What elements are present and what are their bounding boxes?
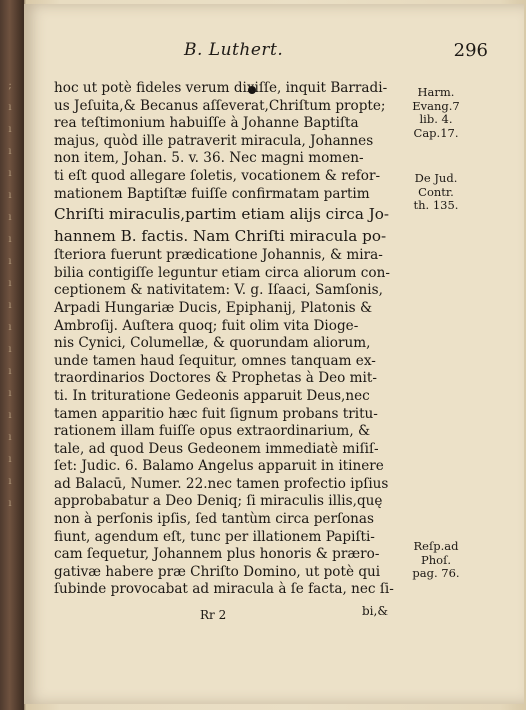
text-line: Ambroſij. Auſtera quoq; fuit olim vita Dioge- xyxy=(54,317,359,334)
facing-page-marks: ; ı ı ı ı ı ı ı ı ı ı ı ı ı ı ı ı ı ı ı xyxy=(8,80,12,509)
running-head: B. Luthert. xyxy=(184,40,284,60)
text-line: rea teſtimonium habuiſſe à Johanne Baptiſta xyxy=(54,115,359,132)
main-text xyxy=(54,80,402,599)
text-line: rationem illam fuiſſe opus extraordinarium, & xyxy=(54,423,371,440)
margin-note-line: Harm. xyxy=(417,85,455,99)
text-line: mationem Baptiſtæ fuiſſe confirmatam partim xyxy=(54,185,370,202)
text-line: ti. In trituratione Gedeonis apparuit Deus,nec xyxy=(54,387,370,404)
page-header xyxy=(24,40,504,68)
margin-note-line: De Jud. xyxy=(414,171,458,185)
margin-note-line: Evang.7 xyxy=(412,98,460,113)
text-line: ad Balacū, Numer. 22.nec tamen profectio ipſius xyxy=(54,475,389,492)
text-line: majus, quòd ille patraverit miracula, Johannes xyxy=(54,132,374,149)
text-line: bilia contigiſſe leguntur etiam circa aliorum con- xyxy=(54,264,390,281)
text-line: traordinarios Doctores & Prophetas à Deo mit- xyxy=(54,370,377,387)
text-line: Chriſti miraculis,partim etiam alijs circa Jo- xyxy=(54,205,390,224)
margin-note-line: Reſp.ad xyxy=(413,539,459,553)
margin-note-line: Phoſ. xyxy=(421,552,451,567)
text-line: nis Cynici, Columellæ, & quorundam aliorum, xyxy=(54,335,371,352)
margin-note-de-jud xyxy=(402,172,470,213)
text-line: ſteriora fuerunt prædicatione Johannis, & mira- xyxy=(54,247,383,264)
text-line: hoc ut potè fideles verum dixiſſe, inquit Barradi- xyxy=(54,80,388,96)
text-line: non item, Johan. 5. v. 36. Nec magni momen- xyxy=(54,150,364,167)
margin-note-line: lib. 4. xyxy=(419,112,453,126)
signature-mark: Rr 2 xyxy=(200,608,227,622)
margin-note-line: Cap.17. xyxy=(413,125,459,140)
margin-note-harmony xyxy=(402,86,470,140)
text-line: fiunt, agendum eſt, tunc per illationem Papiſti- xyxy=(54,528,375,545)
catchword: bi,& xyxy=(362,604,389,618)
facing-page-edge xyxy=(0,0,24,710)
margin-note-line: pag. 76. xyxy=(412,566,460,580)
show-through xyxy=(174,10,374,32)
text-line: cam ſequetur, Johannem plus honoris & præro- xyxy=(54,546,380,563)
margin-note-line: Contr. xyxy=(418,184,454,199)
text-line: approbabatur a Deo Deniq; ſi miraculis illis,quę xyxy=(54,493,383,510)
text-line: hannem B. factis. Nam Chriſti miracula po- xyxy=(54,227,387,246)
text-line: unde tamen haud ſequitur, omnes tanquam ex- xyxy=(54,352,376,369)
text-line: tamen apparitio hæc fuit ſignum probans tritu- xyxy=(54,405,378,422)
text-line: tale, ad quod Deus Gedeonem immediatè miſiſ- xyxy=(54,440,379,457)
text-line: non à perſonis ipſis, ſed tantùm circa perſonas xyxy=(54,511,374,528)
margin-note-resp xyxy=(402,540,470,581)
text-line: ſubinde provocabat ad miracula à ſe facta, nec ſi- xyxy=(54,581,394,598)
text-line: Arpadi Hungariæ Ducis, Epiphanij, Platonis & xyxy=(54,299,373,316)
page-number: 296 xyxy=(453,40,488,61)
text-line: ceptionem & nativitatem: V. g. Iſaaci, Samſonis, xyxy=(54,282,383,299)
text-line: ſet: Judic. 6. Balamo Angelus apparuit in itinere xyxy=(54,458,384,475)
text-line: ti eſt quod allegare ſoletis, vocationem & refor- xyxy=(54,167,381,184)
margin-note-line: th. 135. xyxy=(413,198,459,212)
text-line: us Jeſuita,& Becanus aſſeverat,Chriſtum propte; xyxy=(54,97,386,114)
text-line: gativæ habere præ Chriſto Domino, ut potè qui xyxy=(54,563,381,580)
